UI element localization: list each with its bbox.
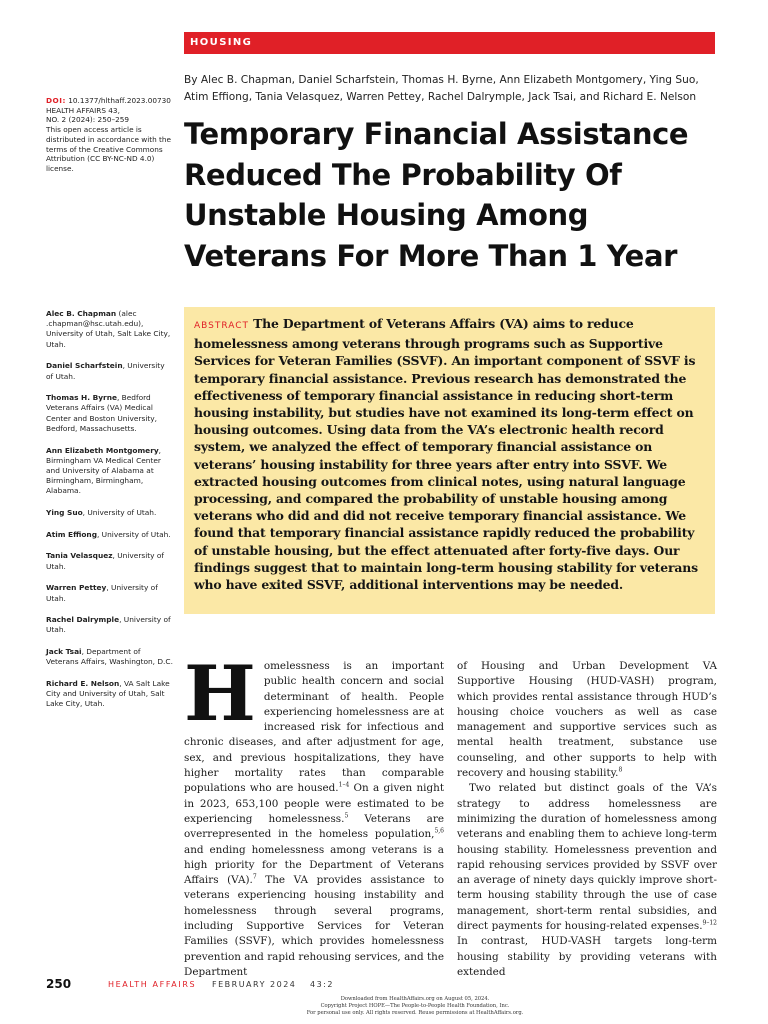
download-line: Downloaded from HealthAffairs.org on August 05, 2024. bbox=[340, 996, 490, 1002]
affiliation-detail: , University of Utah. bbox=[46, 615, 171, 635]
affiliation-list bbox=[46, 309, 174, 721]
body-paragraph bbox=[457, 781, 717, 980]
affiliation-item bbox=[46, 647, 174, 667]
abstract bbox=[194, 315, 703, 593]
affiliation-name: Ann Elizabeth Montgomery bbox=[46, 445, 159, 455]
affiliation-detail: , University of Utah. bbox=[46, 361, 165, 381]
affiliation-detail: , Department of Veterans Affairs, Washington, D.C. bbox=[46, 647, 173, 667]
section-label: HOUSING bbox=[184, 32, 715, 54]
citation-ref[interactable]: 9–12 bbox=[702, 919, 717, 927]
affiliation-detail: , VA Salt Lake City and University of Utah, Salt Lake City, Utah. bbox=[46, 679, 170, 709]
affiliation-name: Atim Effiong bbox=[46, 529, 97, 539]
affiliation-name: Jack Tsai bbox=[46, 647, 82, 657]
copyright-line: Copyright Project HOPE—The People-to-People Health Foundation, Inc. bbox=[320, 1003, 510, 1009]
affiliation-item bbox=[46, 679, 174, 710]
page-number: 250 bbox=[46, 977, 72, 991]
affiliation-item bbox=[46, 530, 174, 540]
affiliation-name: Tania Velasquez bbox=[46, 551, 113, 561]
affiliation-item bbox=[46, 361, 174, 381]
doi-block bbox=[46, 96, 176, 174]
body-text: and ending homelessness among veterans is a high priority for the Department of Veterans Affairs (VA). bbox=[184, 843, 444, 887]
affiliation-detail: , Birmingham VA Medical Center and University of Alabama at Birmingham, Birmingham, Alabama. bbox=[46, 445, 162, 496]
doi-label: DOI: bbox=[46, 96, 66, 105]
drop-cap: H bbox=[184, 649, 256, 738]
article-title: Temporary Financial Assistance Reduced The Probability Of Unstable Housing Among Veterans For More Than 1 Year bbox=[184, 117, 689, 273]
affiliation-detail: (alec .chapman@hsc.utah.edu), University of Utah, Salt Lake City, Utah. bbox=[46, 309, 171, 349]
affiliation-name: Warren Pettey bbox=[46, 583, 107, 593]
body-text: Two related but distinct goals of the VA’s strategy to address homelessness are minimizing the duration of homelessness among veterans and enabling them to achieve long-term housing stability. Homelessness prevention and rapid rehousing services provided by SSVF over an average of ninety days quickly improve short-term housing stability through the use of case management, short-term rental subsidies, and direct payments for housing-related expenses. bbox=[457, 782, 717, 933]
author-list: By Alec B. Chapman, Daniel Scharfstein, Thomas H. Byrne, Ann Elizabeth Montgomery, Ying Suo, Atim Effiong, Tania Velasquez, Warren Pettey, Rachel Dalrymple, Jack Tsai, and Richard E. Nelson bbox=[184, 74, 699, 103]
affiliation-item bbox=[46, 508, 174, 518]
body-column-left bbox=[184, 649, 445, 980]
journal-citation: HEALTH AFFAIRS 43, bbox=[46, 105, 120, 115]
affiliation-detail: , University of Utah. bbox=[82, 508, 157, 518]
affiliation-item bbox=[46, 446, 174, 497]
affiliation-detail: , Bedford Veterans Affairs (VA) Medical Center and Boston University, Bedford, Massachusetts. bbox=[46, 393, 158, 433]
abstract-label: ABSTRACT bbox=[194, 321, 250, 331]
body-column-right bbox=[457, 659, 717, 980]
affiliation-item bbox=[46, 615, 174, 635]
citation-ref[interactable]: 1–4 bbox=[338, 781, 350, 789]
body-text: In contrast, HUD-VASH targets long-term housing stability by providing veterans with extended bbox=[457, 935, 717, 978]
issue-citation: NO. 2 (2024): 250–259 bbox=[46, 115, 130, 125]
affiliation-detail: , University of Utah. bbox=[46, 551, 164, 571]
affiliation-name: Daniel Scharfstein bbox=[46, 361, 123, 371]
affiliation-detail: , University of Utah. bbox=[96, 529, 171, 539]
license-note: This open access article is distributed in accordance with the terms of the Creative Commons Attribution (CC BY-NC-ND 4.0) license. bbox=[46, 125, 172, 173]
affiliation-item bbox=[46, 551, 174, 571]
affiliation-name: Rachel Dalrymple bbox=[46, 615, 120, 625]
abstract-body: The Department of Veterans Affairs (VA) aims to reduce homelessness among veterans through programs such as Supportive Services for Veteran Families (SSVF). An important component of SSVF is temporary financial assistance. Previous research has demonstrated the effectiveness of temporary financial assistance in reducing short-term housing instability, but studies have not examined its long-term effect on housing outcomes. Using data from the VA’s electronic health record system, we analyzed the effect of temporary financial assistance on veterans’ housing instability for three years after entry into SSVF. We extracted housing outcomes from clinical notes, using natural language processing, and compared the probability of unstable housing among veterans who did and did not receive temporary financial assistance. We found that temporary financial assistance rapidly reduced the probability of unstable housing, but the effect attenuated after forty-five days. Our findings suggest that to maintain long-term housing stability for veterans who have exited SSVF, additional interventions may be needed. bbox=[194, 316, 698, 593]
affiliation-name: Alec B. Chapman bbox=[46, 309, 117, 318]
affiliation-detail: , University of Utah. bbox=[46, 583, 158, 603]
affiliation-item bbox=[46, 309, 174, 350]
citation-ref[interactable]: 5 bbox=[344, 812, 349, 820]
issue-volume: 43:2 bbox=[310, 980, 334, 989]
body-text: The VA provides assistance to veterans experiencing housing instability and homelessness through several programs, including Supportive Services for Veteran Families (SSVF), which provides homelessness prevention and rapid rehousing services, and the Department bbox=[184, 874, 445, 978]
body-text: omelessness is an important public health concern and social determinant of health. People experiencing homelessness are at increased risk for infectious and chronic diseases, and after adjustment for age, sex, and previous hospitalizations, they have higher mortality rates than comparable populations who are housed. bbox=[184, 660, 444, 795]
body-paragraph bbox=[457, 659, 717, 781]
affiliation-name: Richard E. Nelson bbox=[46, 679, 120, 689]
affiliation-name: Ying Suo bbox=[46, 508, 83, 518]
affiliation-name: Thomas H. Byrne bbox=[46, 393, 117, 403]
body-text: of Housing and Urban Development VA Supportive Housing (HUD-VASH) program, which provides rental assistance through HUD’s housing choice vouchers as well as case management and supportive services such as mental health treatment, substance use counseling, and other supports to help with recovery and housing stability. bbox=[457, 660, 717, 780]
citation-ref[interactable]: 7 bbox=[252, 873, 257, 881]
affiliation-item bbox=[46, 583, 174, 603]
affiliation-item bbox=[46, 393, 174, 434]
citation-ref[interactable]: 5,6 bbox=[434, 827, 444, 835]
journal-name: HEALTH AFFAIRS bbox=[108, 980, 197, 989]
permissions-line: For personal use only. All rights reserved. Reuse permissions at HealthAffairs.org. bbox=[306, 1010, 524, 1016]
citation-ref[interactable]: 8 bbox=[618, 766, 623, 774]
body-text: On a given night in 2023, 653,100 people were estimated to be experiencing homelessness. bbox=[184, 782, 445, 825]
abstract-box bbox=[184, 307, 715, 614]
download-notice bbox=[250, 996, 580, 1017]
issue-date: FEBRUARY 2024 bbox=[212, 980, 297, 989]
doi-link[interactable]: 10.1377/hlthaff.2023.00730 bbox=[68, 96, 171, 105]
body-text: Veterans are overrepresented in the homeless population, bbox=[184, 812, 444, 841]
